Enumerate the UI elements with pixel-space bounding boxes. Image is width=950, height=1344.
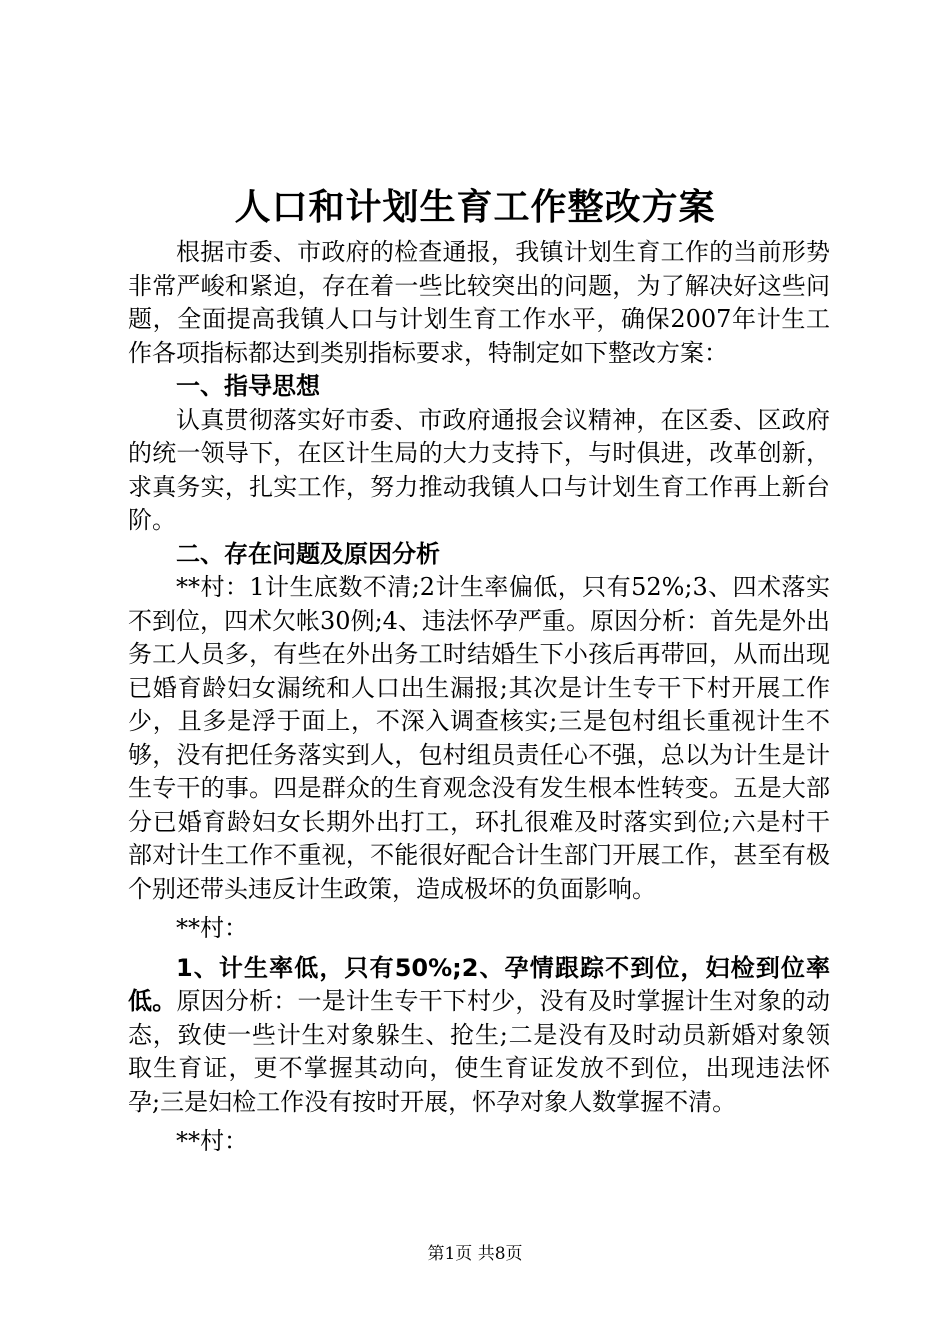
village-2-problems-bold: 1、计生率低，只有50%;2、孕情跟踪不到位，妇检到位率低。 [128,953,830,1015]
document-body [128,236,830,1159]
village-2-label: **村： [176,914,248,942]
village-1-paragraph: **村：1计生底数不清;2计生率偏低，只有52%;3、四术落实不到位，四术欠帐30例;4、违法怀孕严重。原因分析：首先是外出务工人员多，有些在外出务工时结婚生下小孩后再带回，从而出现已婚育龄妇女漏统和人口出生漏报;其次是计生专干下村开展工作少，且多是浮于面上，不深入调查核实;三是包村组长重视计生不够，没有把任务落实到人，包村组员责任心不强，总以为计生是计生专干的事。四是群众的生育观念没有发生根本性转变。五是大部分已婚育龄妇女长期外出打工，环扎很难及时落实到位;六是村干部对计生工作不重视，不能很好配合计生部门开展工作，甚至有极个别还带头违反计生政策，造成极坏的负面影响。 [128,573,830,903]
village-2-paragraph [128,952,830,1120]
guiding-ideology-paragraph: 认真贯彻落实好市委、市政府通报会议精神，在区委、区政府的统一领导下，在区计生局的大力支持下，与时俱进，改革创新，求真务实，扎实工作，努力推动我镇人口与计划生育工作再上新台阶。 [128,405,830,534]
village-3-label: **村： [176,1127,248,1155]
intro-paragraph: 根据市委、市政府的检查通报，我镇计划生育工作的当前形势非常严峻和紧迫，存在着一些比较突出的问题，为了解决好这些问题，全面提高我镇人口与计划生育工作水平，确保2007年计生工作各项指标都达到类别指标要求，特制定如下整改方案： [128,238,830,367]
page-footer: 第1页 共8页 [427,1244,523,1264]
village-2-analysis: 原因分析：一是计生专干下村少，没有及时掌握计生对象的动态，致使一些计生对象躲生、抢生;二是没有及时动员新婚对象领取生育证，更不掌握其动向，使生育证发放不到位，出现违法怀孕;三是妇检工作没有按时开展，怀孕对象人数掌握不清。 [128,987,831,1116]
section-heading-guiding-ideology: 一、指导思想 [176,372,320,400]
section-heading-problems-analysis: 二、存在问题及原因分析 [176,539,440,568]
document-title: 人口和计划生育工作整改方案 [234,187,716,228]
